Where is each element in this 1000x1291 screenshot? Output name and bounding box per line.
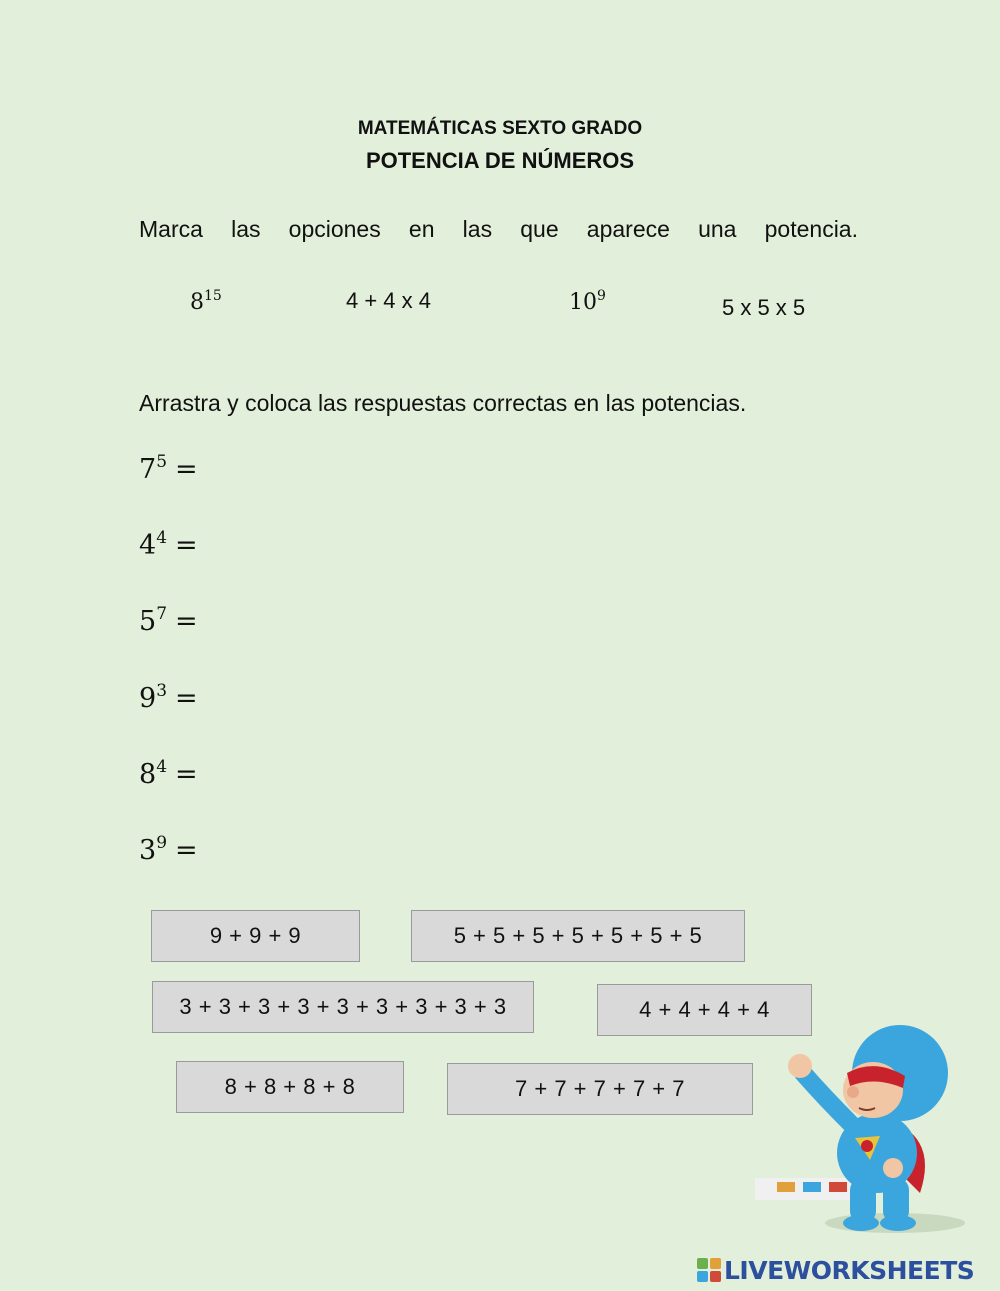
option-8-pow-15[interactable]: $8^{15}$ xyxy=(190,288,222,315)
drop-zone-5-pow-7[interactable] xyxy=(215,602,775,646)
option-5-times-5-times-5[interactable]: 5 x 5 x 5 xyxy=(722,295,806,320)
equation-5-pow-7: $5^7$ = xyxy=(139,604,198,637)
drop-zone-8-pow-4[interactable] xyxy=(215,755,775,799)
drop-zone-3-pow-9[interactable] xyxy=(215,831,775,875)
answer-tile-5-sum[interactable]: 5 + 5 + 5 + 5 + 5 + 5 + 5 xyxy=(411,910,745,962)
answer-tile-8-sum[interactable]: 8 + 8 + 8 + 8 xyxy=(176,1061,404,1113)
equation-7-pow-5: $7^5$ = xyxy=(139,452,198,485)
worksheet-subject: MATEMÁTICAS SEXTO GRADO xyxy=(357,118,643,139)
answer-tile-4-sum[interactable]: 4 + 4 + 4 + 4 xyxy=(597,984,812,1036)
answer-tile-3-sum[interactable]: 3 + 3 + 3 + 3 + 3 + 3 + 3 + 3 + 3 xyxy=(152,981,534,1033)
answer-tile-9-sum[interactable]: 9 + 9 + 9 xyxy=(151,910,360,962)
equation-9-pow-3: $9^3$ = xyxy=(139,681,198,714)
brand-name: LIVEWORKSHEETS xyxy=(724,1255,975,1285)
liveworksheets-logo-icon xyxy=(697,1258,721,1282)
equation-3-pow-9: $3^9$ = xyxy=(139,833,198,866)
option-4-plus-4-times-4[interactable]: 4 + 4 x 4 xyxy=(346,288,432,313)
answer-tile-7-sum[interactable]: 7 + 7 + 7 + 7 + 7 xyxy=(447,1063,753,1115)
instruction-drag-answers: Arrastra y coloca las respuestas correctas en las potencias. xyxy=(139,390,747,416)
equation-4-pow-4: $4^4$ = xyxy=(139,528,198,561)
drop-zone-7-pow-5[interactable] xyxy=(215,450,775,494)
superhero-mascot-illustration xyxy=(755,1018,975,1243)
worksheet-title: POTENCIA DE NÚMEROS xyxy=(365,148,635,173)
option-10-pow-9[interactable]: $10^9$ xyxy=(569,288,606,315)
drop-zone-9-pow-3[interactable] xyxy=(215,679,775,723)
equation-8-pow-4: $8^4$ = xyxy=(139,757,198,790)
instruction-mark-options: Marca las opciones en las que aparece una potencia. xyxy=(139,216,858,242)
drop-zone-4-pow-4[interactable] xyxy=(215,526,775,570)
liveworksheets-brand[interactable] xyxy=(697,1255,974,1285)
